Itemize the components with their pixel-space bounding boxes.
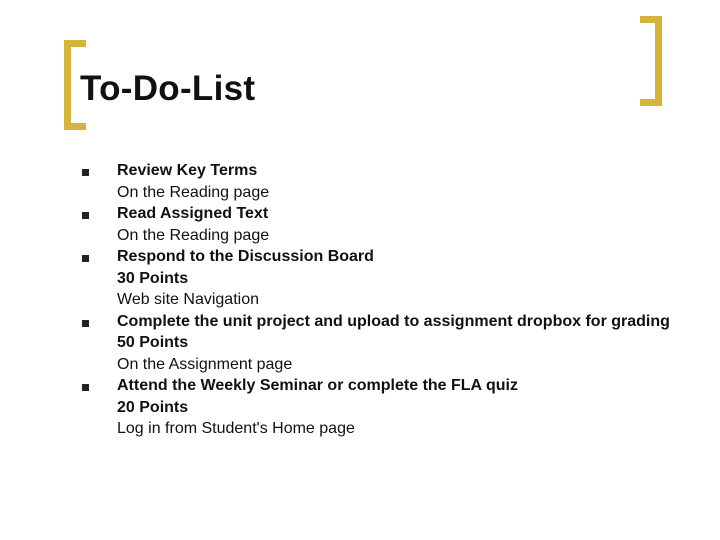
todo-item-heading: Read Assigned Text xyxy=(117,205,269,222)
square-bullet-icon xyxy=(82,384,89,391)
todo-item xyxy=(0,311,720,376)
right-bracket-decoration xyxy=(640,16,662,23)
square-bullet-icon xyxy=(82,320,89,327)
right-bracket-decoration xyxy=(655,16,662,106)
todo-item xyxy=(0,203,720,246)
todo-item xyxy=(0,246,720,311)
square-bullet-icon xyxy=(82,212,89,219)
todo-item-points: 30 Points xyxy=(117,269,189,287)
todo-item-detail: Log in from Student's Home page xyxy=(117,420,355,437)
todo-item-points: 20 Points xyxy=(117,398,189,416)
todo-item-detail: On the Reading page xyxy=(117,183,270,201)
right-bracket-decoration xyxy=(640,99,662,106)
todo-item-heading: Respond to the Discussion Board xyxy=(117,248,374,265)
todo-item-heading: Attend the Weekly Seminar or complete the FLA quiz xyxy=(117,377,518,394)
todo-item-heading: Review Key Terms xyxy=(117,162,258,179)
square-bullet-icon xyxy=(82,255,89,262)
left-bracket-decoration xyxy=(64,123,86,130)
todo-item-detail: Web site Navigation xyxy=(117,291,259,308)
todo-list xyxy=(0,160,720,440)
square-bullet-icon xyxy=(82,169,89,176)
todo-item-points: 50 Points xyxy=(117,334,189,351)
todo-item-detail: On the Assignment page xyxy=(117,355,293,373)
todo-item xyxy=(0,160,720,203)
left-bracket-decoration xyxy=(64,40,71,130)
todo-item-heading: Complete the unit project and upload to assignment dropbox for grading xyxy=(117,312,670,330)
left-bracket-decoration xyxy=(64,40,86,47)
todo-item-detail: On the Reading page xyxy=(117,226,270,244)
slide-title: To-Do-List xyxy=(80,69,256,108)
todo-item xyxy=(0,375,720,440)
